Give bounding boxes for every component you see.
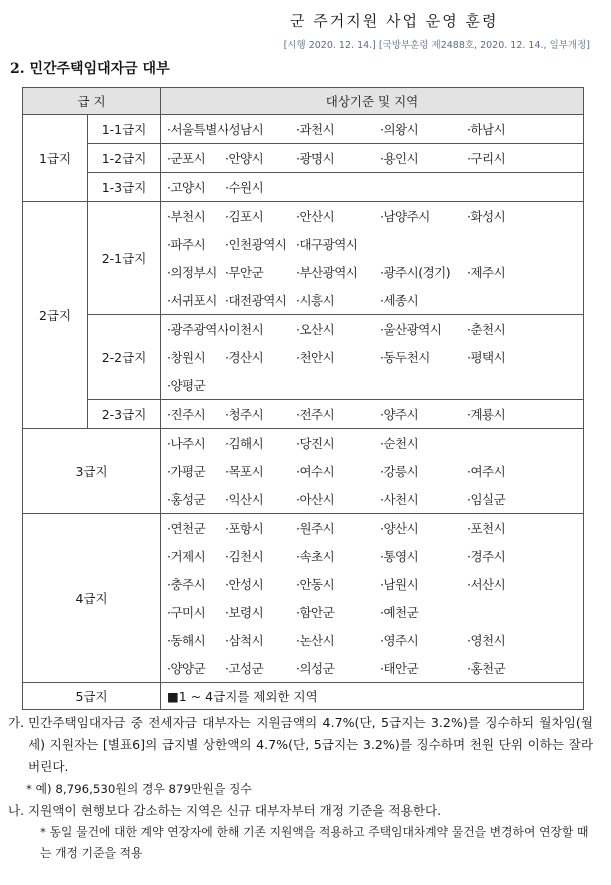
table-row	[23, 400, 584, 429]
region-row	[167, 542, 583, 570]
region-row	[167, 514, 583, 542]
region-row	[167, 286, 583, 314]
region-name: ·경산시	[225, 350, 264, 365]
region-name: ·속초시	[296, 549, 335, 564]
region-name: ·예천군	[380, 605, 419, 620]
region-name: ·서산시	[467, 577, 506, 592]
grade-label: 3급지	[23, 429, 161, 514]
grade-label: 5급지	[23, 683, 161, 710]
region-name: ·천안시	[296, 350, 335, 365]
region-name: ·양양군	[167, 661, 206, 676]
region-name: ·화성시	[467, 209, 506, 224]
region-name: ·성남시	[225, 122, 264, 137]
region-row	[167, 202, 583, 230]
region-name: ·익산시	[225, 492, 264, 507]
subgrade-label: 1-2급지	[88, 144, 161, 173]
table-row	[23, 683, 584, 710]
regions-cell	[161, 202, 584, 315]
region-name: ·동두천시	[380, 350, 430, 365]
grade-label: 2급지	[23, 202, 88, 429]
region-name: ·제주시	[467, 265, 506, 280]
region-name: ·보령시	[225, 605, 264, 620]
table-row	[23, 173, 584, 202]
region-name: ·경주시	[467, 549, 506, 564]
region-name: ·안동시	[296, 577, 335, 592]
subgrade-label: 2-3급지	[88, 400, 161, 429]
grade-label: 4급지	[23, 514, 161, 683]
region-row	[167, 343, 583, 371]
header-regions: 대상기준 및 지역	[161, 88, 584, 115]
region-name: ·부산광역시	[296, 265, 358, 280]
region-name: ·광주시(경기)	[380, 265, 451, 280]
region-name: ·서울특별시	[167, 122, 229, 137]
subgrade-label: 2-2급지	[88, 315, 161, 400]
region-name: ·아산시	[296, 492, 335, 507]
region-name: ·부천시	[167, 209, 206, 224]
region-name: ·여주시	[467, 464, 506, 479]
note-na-footnote: * 동일 물건에 대한 계약 연장자에 한해 기존 지원액을 적용하고 주택임대차계약 물건을 변경하여 연장할 때는 개정 기준을 적용	[40, 825, 589, 860]
note-ga	[8, 712, 593, 778]
table-row	[23, 202, 584, 315]
region-name: ·논산시	[296, 633, 335, 648]
region-name: ·남원시	[380, 577, 419, 592]
grade-region-table	[22, 87, 584, 710]
note-ga-marker: 가.	[8, 715, 25, 730]
region-row	[167, 258, 583, 286]
region-name: ·양평군	[167, 378, 206, 393]
table-header-row	[23, 88, 584, 115]
subgrade-label: 1-3급지	[88, 173, 161, 202]
region-name: ·안성시	[225, 577, 264, 592]
region-name: ·울산광역시	[380, 322, 442, 337]
regions-cell	[161, 315, 584, 400]
region-row	[167, 371, 583, 399]
document-subtitle: [시행 2020. 12. 14.] [국방부훈령 제2488호, 2020. 12. 14., 일부개정]	[283, 40, 590, 51]
region-name: ·파주시	[167, 237, 206, 252]
region-name: ·고양시	[167, 180, 206, 195]
region-name: ·통영시	[380, 549, 419, 564]
table-row	[23, 429, 584, 514]
region-row	[167, 315, 583, 343]
region-row	[167, 654, 583, 682]
region-name: ·광명시	[296, 151, 335, 166]
region-name: ·나주시	[167, 436, 206, 451]
section-title: 2. 민간주택임대자금 대부	[10, 61, 170, 77]
region-name: ·서귀포시	[167, 293, 217, 308]
region-name: ·오산시	[296, 322, 335, 337]
grade-label: 1급지	[23, 115, 88, 202]
region-row	[167, 626, 583, 654]
regions-cell	[161, 514, 584, 683]
region-name: ·춘천시	[467, 322, 506, 337]
region-name: ·여수시	[296, 464, 335, 479]
region-row	[167, 570, 583, 598]
region-name: ·함안군	[296, 605, 335, 620]
region-row	[167, 485, 583, 513]
region-name: ·고성군	[225, 661, 264, 676]
region-name: ·임실군	[467, 492, 506, 507]
region-name: ·대구광역시	[296, 237, 358, 252]
region-name: ·창원시	[167, 350, 206, 365]
region-name: ·김포시	[225, 209, 264, 224]
region-name: ·전주시	[296, 407, 335, 422]
table-row	[23, 115, 584, 144]
region-name: ·포항시	[225, 521, 264, 536]
region-name: ·순천시	[380, 436, 419, 451]
region-name: ·군포시	[167, 151, 206, 166]
regions-cell	[161, 400, 584, 429]
regions-cell	[161, 173, 584, 202]
region-name: ·남양주시	[380, 209, 430, 224]
region-name: ·충주시	[167, 577, 206, 592]
region-name: ·의왕시	[380, 122, 419, 137]
document-title: 군 주거지원 사업 운영 훈령	[290, 12, 499, 30]
table-row	[23, 315, 584, 400]
grade5-description: ■1 ~ 4급지를 제외한 지역	[167, 689, 318, 704]
region-name: ·목포시	[225, 464, 264, 479]
region-name: ·세종시	[380, 293, 419, 308]
region-name: ·이천시	[225, 322, 264, 337]
region-name: ·진주시	[167, 407, 206, 422]
region-name: ·안양시	[225, 151, 264, 166]
region-name: ·양산시	[380, 521, 419, 536]
region-name: ·인천광역시	[225, 237, 287, 252]
region-name: ·김해시	[225, 436, 264, 451]
region-name: ·구리시	[467, 151, 506, 166]
region-name: ·사천시	[380, 492, 419, 507]
subgrade-label: 2-1급지	[88, 202, 161, 315]
region-name: ·의정부시	[167, 265, 217, 280]
region-name: ·김천시	[225, 549, 264, 564]
region-row	[167, 400, 583, 428]
region-name: ·동해시	[167, 633, 206, 648]
region-name: ·포천시	[467, 521, 506, 536]
note-na-text: 지원액이 현행보다 감소하는 지역은 신규 대부자부터 개정 기준을 적용한다.	[28, 803, 442, 818]
region-name: ·광주광역시	[167, 322, 229, 337]
region-name: ·거제시	[167, 549, 206, 564]
region-row	[167, 173, 583, 201]
region-name: ·원주시	[296, 521, 335, 536]
region-name: ·청주시	[225, 407, 264, 422]
region-name: ·강릉시	[380, 464, 419, 479]
region-name: ·삼척시	[225, 633, 264, 648]
region-name: ·평택시	[467, 350, 506, 365]
region-name: ·영주시	[380, 633, 419, 648]
region-name: ·시흥시	[296, 293, 335, 308]
notes-section	[8, 712, 593, 864]
table-row	[23, 514, 584, 683]
header-grade: 급 지	[23, 88, 161, 115]
region-name: ·양주시	[380, 407, 419, 422]
region-name: ·홍천군	[467, 661, 506, 676]
region-name: ·대전광역시	[225, 293, 287, 308]
regions-cell	[161, 429, 584, 514]
region-name: ·과천시	[296, 122, 335, 137]
region-row	[167, 457, 583, 485]
region-row	[167, 230, 583, 258]
note-ga-example: * 예) 8,796,530원의 경우 879만원을 징수	[26, 782, 252, 796]
region-name: ·연천군	[167, 521, 206, 536]
regions-cell	[161, 144, 584, 173]
region-row	[167, 115, 583, 143]
regions-cell	[161, 115, 584, 144]
subgrade-label: 1-1급지	[88, 115, 161, 144]
region-name: ·가평군	[167, 464, 206, 479]
table-row	[23, 144, 584, 173]
note-na-marker: 나.	[8, 803, 25, 818]
note-na	[8, 800, 593, 822]
region-name: ·영천시	[467, 633, 506, 648]
region-name: ·하남시	[467, 122, 506, 137]
region-name: ·구미시	[167, 605, 206, 620]
region-row	[167, 429, 583, 457]
region-name: ·의성군	[296, 661, 335, 676]
regions-cell	[161, 683, 584, 710]
region-row	[167, 144, 583, 172]
region-name: ·홍성군	[167, 492, 206, 507]
note-ga-text: 민간주택임대자금 중 전세자금 대부자는 지원금액의 4.7%(단, 5급지는 3.2%)를 징수하되 월차임(월세) 지원자는 [별표6]의 급지별 상한액의 4.7%(단, 5급지는 3.2%)를 징수하며 천원 단위 이하는 잘라 버린다.	[28, 715, 593, 774]
region-name: ·태안군	[380, 661, 419, 676]
region-row	[167, 598, 583, 626]
region-name: ·당진시	[296, 436, 335, 451]
region-name: ·계룡시	[467, 407, 506, 422]
region-name: ·용인시	[380, 151, 419, 166]
region-name: ·무안군	[225, 265, 264, 280]
region-name: ·수원시	[225, 180, 264, 195]
region-name: ·안산시	[296, 209, 335, 224]
